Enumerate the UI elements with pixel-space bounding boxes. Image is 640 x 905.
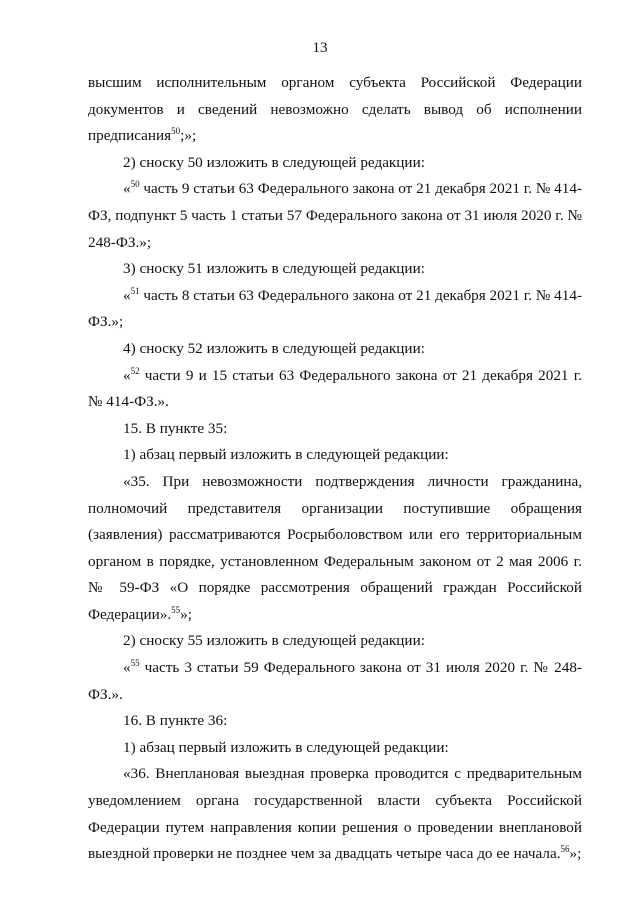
paragraph-text: « — [123, 180, 131, 198]
paragraph-text: 2) сноску 50 изложить в следующей редакции: — [123, 153, 425, 171]
paragraph — [88, 283, 582, 336]
paragraph — [88, 708, 582, 735]
paragraph — [88, 655, 582, 708]
paragraph-text: 2) сноску 55 изложить в следующей редакции: — [123, 632, 425, 650]
paragraph — [88, 761, 582, 867]
paragraph-text: »; — [569, 845, 582, 863]
footnote-ref: 51 — [130, 285, 140, 296]
paragraph — [88, 150, 582, 177]
paragraph — [88, 416, 582, 443]
paragraph-text: ;»; — [180, 127, 197, 145]
paragraph-text: 1) абзац первый изложить в следующей редакции: — [123, 738, 449, 756]
document-body — [88, 70, 582, 868]
paragraph — [88, 256, 582, 283]
paragraph-text: »; — [180, 605, 192, 623]
footnote-ref: 55 — [171, 604, 181, 615]
footnote-ref: 55 — [130, 658, 140, 669]
paragraph — [88, 176, 582, 256]
paragraph-text: часть 9 статьи 63 Федерального закона от 21 декабря 2021 г. № 414-ФЗ, подпункт 5 часть 1 статьи 57 Федерального закона от 31 июля 2020 г. № 248-ФЗ.»; — [88, 180, 582, 251]
paragraph-text: « — [123, 366, 131, 384]
paragraph-text: « — [123, 286, 131, 304]
paragraph — [88, 363, 582, 416]
paragraph-text: высшим исполнительным органом субъекта Российской Федерации документов и сведений невозможно сделать вывод об исполнении предписания — [88, 74, 582, 145]
paragraph-text: части 9 и 15 статьи 63 Федерального закона от 21 декабря 2021 г. № 414-ФЗ.». — [88, 366, 582, 411]
paragraph-text: «35. При невозможности подтверждения личности гражданина, полномочий представителя организации поступившие обращения (заявления) рассматриваются Росрыболовством или его территориальным органом в порядке, установленном Федеральным законом от 2 мая 2006 г. № 59-ФЗ «О порядке рассмотрения обращений граждан Российской Федерации». — [88, 472, 582, 623]
paragraph — [88, 70, 582, 150]
footnote-ref: 50 — [171, 126, 181, 137]
footnote-ref: 50 — [130, 179, 140, 190]
paragraph-text: « — [123, 659, 131, 677]
paragraph-text: 16. В пункте 36: — [123, 712, 228, 730]
paragraph — [88, 628, 582, 655]
paragraph-text: часть 3 статьи 59 Федерального закона от 31 июля 2020 г. № 248-ФЗ.». — [88, 659, 582, 703]
paragraph-text: 4) сноску 52 изложить в следующей редакции: — [123, 339, 425, 357]
paragraph-text: часть 8 статьи 63 Федерального закона от 21 декабря 2021 г. № 414-ФЗ.»; — [88, 286, 582, 331]
paragraph — [88, 442, 582, 469]
paragraph-text: 3) сноску 51 изложить в следующей редакции: — [123, 260, 425, 278]
paragraph-text: 1) абзац первый изложить в следующей редакции: — [123, 446, 449, 464]
paragraph-text: «36. Внеплановая выездная проверка проводится с предварительным уведомлением органа государственной власти субъекта Российской Федерации путем направления копии решения о проведении внеплановой выездной проверки не позднее чем за двадцать четыре часа до ее начала. — [88, 765, 582, 863]
paragraph — [88, 735, 582, 762]
footnote-ref: 56 — [560, 844, 570, 855]
paragraph-text: 15. В пункте 35: — [123, 419, 228, 437]
page-number: 13 — [312, 40, 328, 56]
paragraph — [88, 469, 582, 629]
paragraph — [88, 336, 582, 363]
footnote-ref: 52 — [130, 365, 140, 376]
